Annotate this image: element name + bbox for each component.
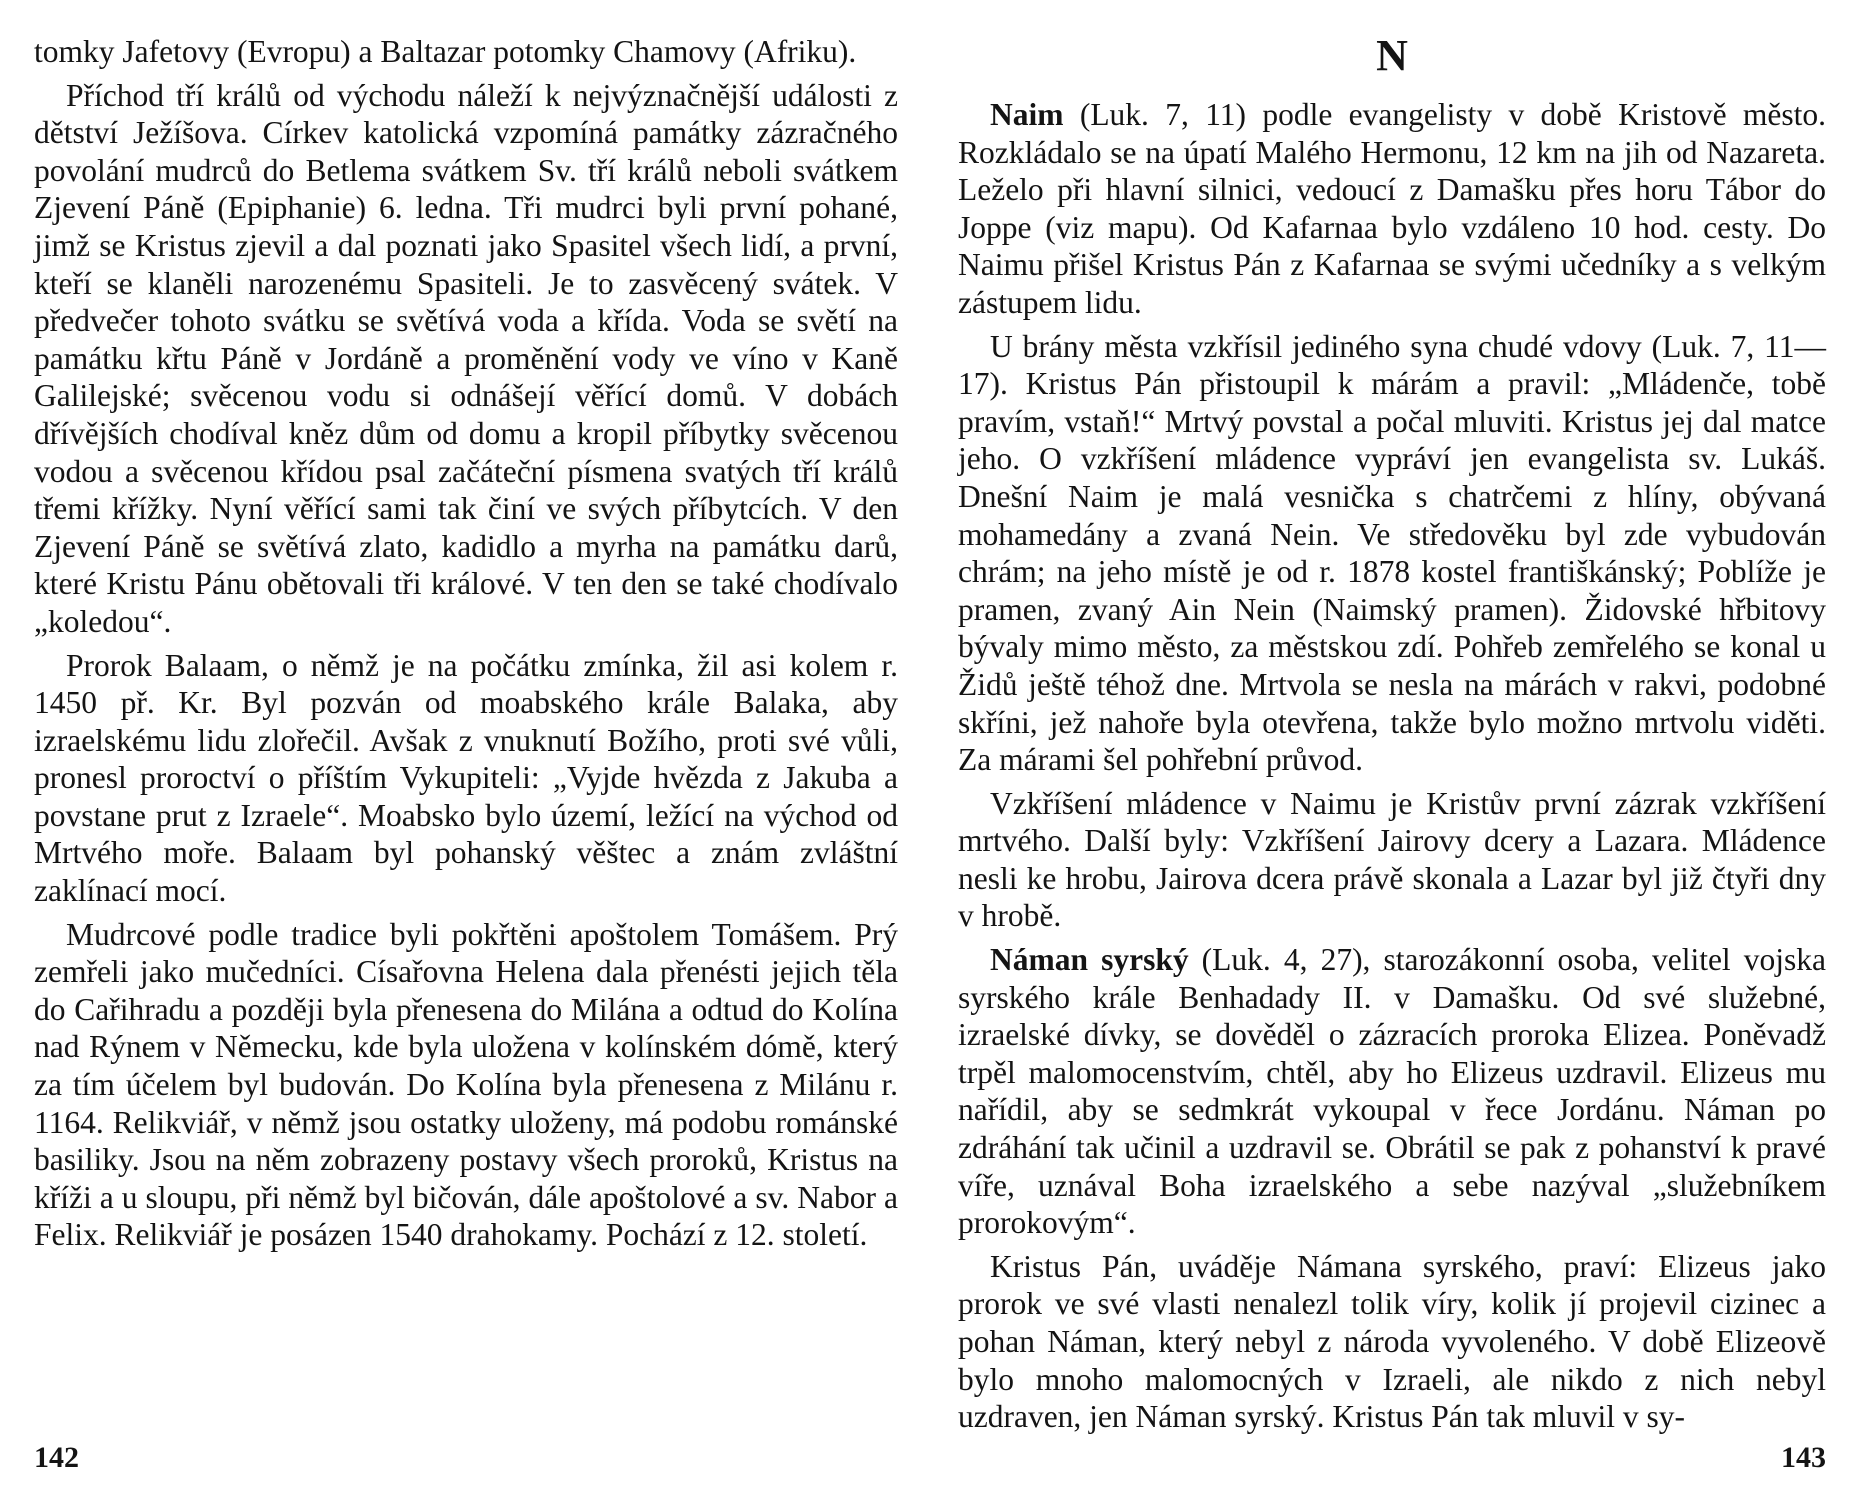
page-number-right: 143 <box>1781 1441 1826 1474</box>
paragraph-balaam: Prorok Balaam, o němž je na počátku zmínka, žil asi kolem r. 1450 př. Kr. Byl pozván od moabského krále Balaka, aby izraelskému lidu zlořečil. Avšak z vnuknutí Božího, proti své vůli, pronesl proroctví o příštím Vykupiteli: „Vyjde hvězda z Jakuba a povstane prut z Izraele“. Moabsko bylo území, ležící na východ od Mrtvého moře. Balaam byl pohanský věštec a znám zvláštní zaklínací mocí. <box>34 647 898 909</box>
entry-naman <box>958 941 1826 1242</box>
headword-naim: Naim <box>990 97 1064 132</box>
paragraph-three-kings: Příchod tří králů od východu náleží k nejvýznačnější události z dětství Ježíšova. Církev katolická vzpomíná památky zázračného povolání mudrců do Betlema svátkem Sv. tří králů neboli svátkem Zjevení Páně (Epiphanie) 6. ledna. Tři mudrci byli první pohané, jimž se Kristus zjevil a dal poznati jako Spasitel všech lidí, a první, kteří se klaněli narozenému Spasiteli. Je to zasvěcený svátek. V předvečer tohoto svátku se světívá voda a křída. Voda se světí na památku křtu Páně v Jordáně a proměnění vody ve víno v Kaně Galilejské; svěcenou vodu si odnášejí věřící domů. V dobách dřívějších chodíval kněz dům od domu a kropil příbytky svěcenou vodou a svěcenou křídou psal začáteční písmena svatých tří králů třemi křížky. Nyní věřící sami tak činí ve svých příbytcích. V den Zjevení Páně se světívá zlato, kadidlo a myrha na památku darů, které Kristu Pánu obětovali tři králové. V ten den se také chodívalo „koledou“. <box>34 77 898 639</box>
paragraph-widow-son <box>958 328 1826 779</box>
paragraph-resurrection <box>958 785 1826 935</box>
entry-naim-text: (Luk. 7, 11) podle evangelisty v době Kristově město. Rozkládalo se na úpatí Malého Hermonu, 12 km na jih od Nazareta. Leželo při hlavní silnici, vedoucí z Damašku přes horu Tábor do Joppe (viz mapu). Od Kafarnaa bylo vzdáleno 10 hod. cesty. Do Naimu přišel Kristus Pán z Kafarnaa se svými učedníky a s velkým zástupem lidu. <box>958 97 1826 320</box>
paragraph-continuation: tomky Jafetovy (Evropu) a Baltazar potomky Chamovy (Afriku). <box>34 34 857 69</box>
entry-naim <box>958 96 1826 322</box>
headword-naman: Náman syrský <box>990 942 1189 978</box>
page-number-left: 142 <box>34 1441 79 1474</box>
right-text-column <box>958 96 1826 1436</box>
paragraph-magi-relics: Mudrcové podle tradice byli pokřtěni apoštolem Tomášem. Prý zemřeli jako mučedníci. Císařovna Helena dala přenésti jejich těla do Cařihradu a později byla přenesena do Milána a odtud do Kolína nad Rýnem v Německu, kde byla uložena v kolínském dómě, který za tím účelem byl budován. Do Kolína byla přenesena z Milánu r. 1164. Relikviář, v němž jsou ostatky uloženy, má podobu románské basiliky. Jsou na něm zobrazeny postavy všech proroků, Kristus na kříži a u sloupu, při němž byl bičován, dále apoštolové a sv. Nabor a Felix. Relikviář je posázen 1540 drahokamy. Pochází z 12. století. <box>34 916 898 1253</box>
paragraph-naman-faith <box>958 1248 1826 1436</box>
section-letter-heading: N <box>1376 31 1408 80</box>
paragraph-widow-son-text: U brány města vzkřísil jediného syna chudé vdovy (Luk. 7, 11—17). Kristus Pán přistoupil k márám a pravil: „Mládenče, tobě pravím, vstaň!“ Mrtvý povstal a počal mluviti. Kristus jej dal matce jeho. O vzkříšení mládence vypráví jen evangelista sv. Lukáš. Dnešní Naim je malá vesnička s chatrčemi z hlíny, obývaná mohamedány a zvaná Nein. Ve středověku byl zde vybudován chrám; na jeho místě je od r. 1878 kostel františkánský; Poblíže je pramen, zvaný Ain Nein (Naimský pramen). Židovské hřbitovy bývaly mimo město, za městskou zdí. Pohřeb zemřelého se konal u Židů ještě téhož dne. Mrtvola se nesla na márách v rakvi, podobné skříni, jež nahoře byla otevřena, takže bylo možno mrtvolu viděti. Za márami šel pohřební průvod. <box>958 328 1826 778</box>
entry-naman-text: (Luk. 4, 27), starozákonní osoba, velitel vojska syrského krále Benhadady II. v Damašku. Od své služebné, izraelské dívky, se dověděl o zázracích proroka Elizea. Poněvadž trpěl malomocenstvím, chtěl, aby ho Elizeus uzdravil. Elizeus mu nařídil, aby se sedmkrát vykoupal v řece Jordánu. Náman po zdráhání tak učinil a uzdravil se. Obrátil se pak z pohanství k pravé víře, uznával Boha izraelského a sebe nazýval „služebníkem prorokovým“. <box>958 942 1826 1241</box>
paragraph-naman-faith-text: Kristus Pán, uváděje Námana syrského, praví: Elizeus jako prorok ve své vlasti nenalezl tolik víry, kolik jí projevil cizinec a pohan Náman, který nebyl z národa vyvoleného. V době Elizeově bylo mnoho malomocných v Izraeli, ale nikdo z nich nebyl uzdraven, jen Náman syrský. Kristus Pán tak mluvil v sy- <box>958 1248 1826 1435</box>
left-text-column <box>34 33 898 1254</box>
paragraph-resurrection-text: Vzkříšení mládence v Naimu je Kristův první zázrak vzkříšení mrtvého. Další byly: Vzkříšení Jairovy dcery a Lazara. Mládence nesli ke hrobu, Jairova dcera právě skonala a Lazar byl již čtyři dny v hrobě. <box>958 785 1826 934</box>
